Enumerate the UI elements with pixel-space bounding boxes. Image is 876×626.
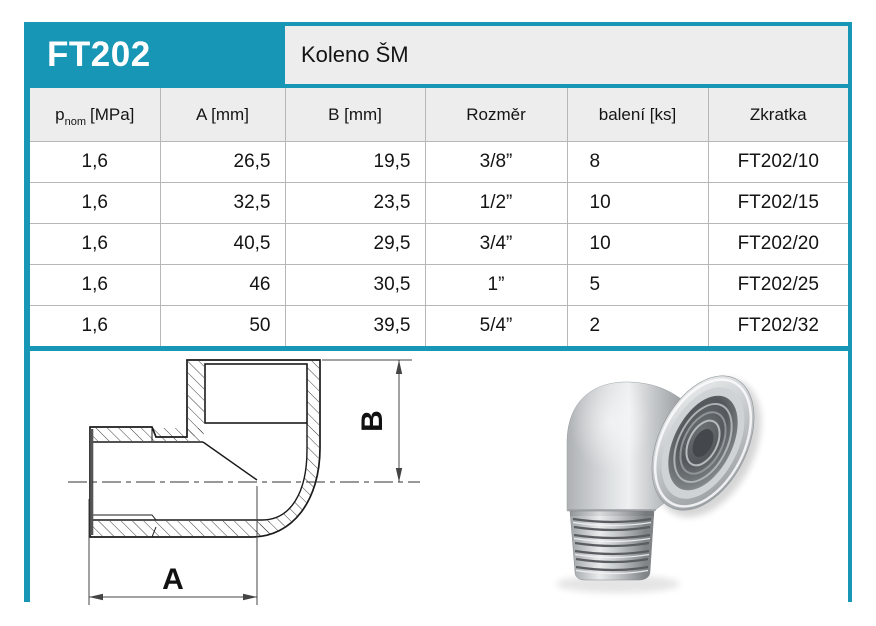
cell-b: 23,5 bbox=[285, 183, 425, 224]
cell-zkratka: FT202/25 bbox=[708, 265, 848, 306]
cell-a: 46 bbox=[160, 265, 285, 306]
table-row bbox=[30, 183, 848, 224]
dim-a-arrow-left bbox=[89, 594, 103, 600]
cell-pnom: 1,6 bbox=[30, 142, 160, 183]
pnom-sub: nom bbox=[64, 115, 86, 128]
col-header-b: B [mm] bbox=[285, 88, 425, 142]
cell-a: 50 bbox=[160, 306, 285, 347]
col-header-baleni: balení [ks] bbox=[567, 88, 708, 142]
content-frame bbox=[24, 22, 852, 602]
cell-baleni: 8 bbox=[567, 142, 708, 183]
cell-zkratka: FT202/15 bbox=[708, 183, 848, 224]
table-row bbox=[30, 142, 848, 183]
cell-b: 30,5 bbox=[285, 265, 425, 306]
pnom-unit: [MPa] bbox=[89, 104, 135, 124]
product-code-box bbox=[30, 26, 285, 84]
cell-b: 19,5 bbox=[285, 142, 425, 183]
table-header-row bbox=[30, 88, 848, 142]
pipe-bottom-wall-hatch bbox=[90, 521, 270, 536]
spec-table bbox=[30, 88, 848, 346]
dim-a-label: A bbox=[162, 563, 184, 596]
cell-baleni: 5 bbox=[567, 265, 708, 306]
product-name-box bbox=[285, 26, 848, 84]
col-header-zkratka: Zkratka bbox=[708, 88, 848, 142]
cell-zkratka: FT202/20 bbox=[708, 224, 848, 265]
product-name: Koleno ŠM bbox=[301, 42, 409, 67]
cell-a: 26,5 bbox=[160, 142, 285, 183]
cell-rozmer: 3/4” bbox=[425, 224, 567, 265]
shoulder-diagonal bbox=[203, 442, 257, 480]
col-header-a: A [mm] bbox=[160, 88, 285, 142]
cell-baleni: 10 bbox=[567, 224, 708, 265]
cell-b: 29,5 bbox=[285, 224, 425, 265]
dim-b-arrow-bottom bbox=[396, 468, 402, 482]
dim-b-arrow-top bbox=[396, 360, 402, 374]
cell-rozmer: 3/8” bbox=[425, 142, 567, 183]
pnom-base: p bbox=[55, 104, 65, 124]
cell-b: 39,5 bbox=[285, 306, 425, 347]
cell-rozmer: 5/4” bbox=[425, 306, 567, 347]
cell-pnom: 1,6 bbox=[30, 306, 160, 347]
body-highlight bbox=[570, 375, 650, 471]
product-photo bbox=[548, 351, 848, 611]
pipe-top-wall-hatch bbox=[90, 428, 203, 441]
socket-thread-bore bbox=[205, 364, 307, 423]
cell-a: 32,5 bbox=[160, 183, 285, 224]
socket-left-wall-hatch bbox=[188, 361, 204, 436]
table-row bbox=[30, 265, 848, 306]
cell-baleni: 10 bbox=[567, 183, 708, 224]
table-row bbox=[30, 306, 848, 347]
col-header-pnom bbox=[30, 88, 160, 142]
cell-rozmer: 1” bbox=[425, 265, 567, 306]
cell-a: 40,5 bbox=[160, 224, 285, 265]
dim-a-arrow-right bbox=[243, 594, 257, 600]
table-row bbox=[30, 224, 848, 265]
cell-zkratka: FT202/32 bbox=[708, 306, 848, 347]
cell-pnom: 1,6 bbox=[30, 183, 160, 224]
cell-pnom: 1,6 bbox=[30, 265, 160, 306]
col-header-rozmer: Rozměr bbox=[425, 88, 567, 142]
dim-b-label: B bbox=[356, 410, 389, 432]
header-band bbox=[30, 26, 848, 84]
cell-pnom: 1,6 bbox=[30, 224, 160, 265]
cell-rozmer: 1/2” bbox=[425, 183, 567, 224]
product-code: FT202 bbox=[47, 35, 151, 74]
male-thread bbox=[568, 510, 656, 580]
cell-zkratka: FT202/10 bbox=[708, 142, 848, 183]
technical-drawing bbox=[30, 351, 548, 611]
illustration-section bbox=[30, 351, 848, 611]
cell-baleni: 2 bbox=[567, 306, 708, 347]
